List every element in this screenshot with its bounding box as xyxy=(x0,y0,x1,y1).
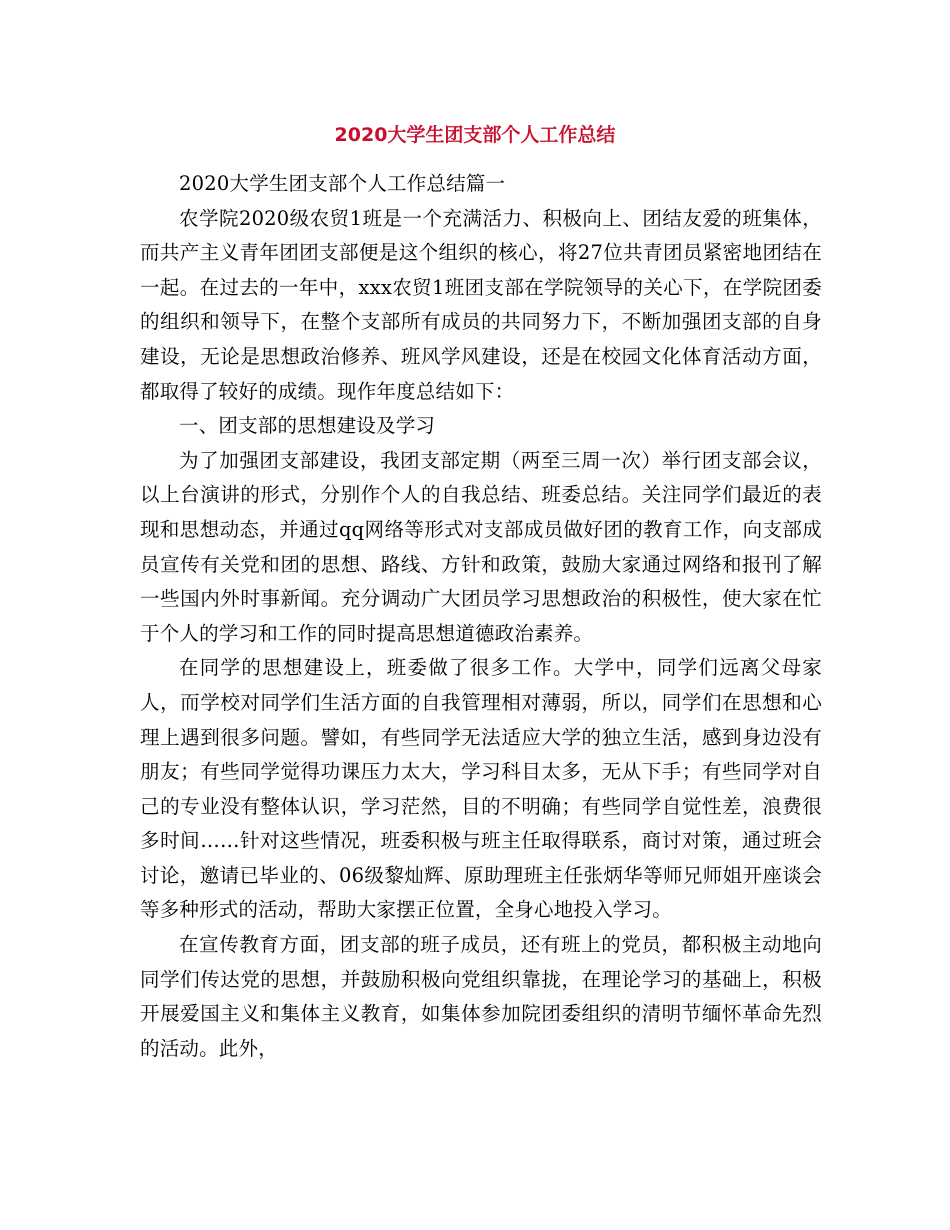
section-heading: 2020大学生团支部个人工作总结篇一 xyxy=(179,172,506,195)
paragraph: 在宣传教育方面，团支部的班子成员，还有班上的党员，都积极主动地向同学们传达党的思想，并鼓励积极向党组织靠拢，在理论学习的基础上，积极开展爱国主义和集体主义教育，如集体参加院团委组织的清明节缅怀革命先烈的活动。此外， xyxy=(140,933,822,1060)
paragraph: 在同学的思想建设上，班委做了很多工作。大学中，同学们远离父母家人，而学校对同学们生活方面的自我管理相对薄弱，所以，同学们在思想和心理上遇到很多问题。譬如，有些同学无法适应大学的独立生活，感到身边没有朋友；有些同学觉得功课压力太大，学习科目太多，无从下手；有些同学对自己的专业没有整体认识，学习茫然，目的不明确；有些同学自觉性差，浪费很多时间……针对这些情况，班委积极与班主任取得联系，商讨对策，通过班会讨论，邀请已毕业的、06级黎灿辉、原助理班主任张炳华等师兄师姐开座谈会等多种形式的活动，帮助大家摆正位置，全身心地投入学习。 xyxy=(140,656,822,922)
paragraph: 为了加强团支部建设，我团支部定期（两至三周一次）举行团支部会议，以上台演讲的形式，分别作个人的自我总结、班委总结。关注同学们最近的表现和思想动态，并通过qq网络等形式对支部成员做好团的教育工作，向支部成员宣传有关党和团的思想、路线、方针和政策，鼓励大家通过网络和报刊了解一些国内外时事新闻。充分调动广大团员学习思想政治的积极性，使大家在忙于个人的学习和工作的同时提高思想道德政治素养。 xyxy=(140,448,822,645)
section-heading: 一、团支部的思想建设及学习 xyxy=(179,414,436,438)
paragraph: 农学院2020级农贸1班是一个充满活力、积极向上、团结友爱的班集体，而共产主义青年团团支部便是这个组织的核心，将27位共青团员紧密地团结在一起。在过去的一年中，xxx农贸1班团支部在学院领导的关心下，在学院团委的组织和领导下，在整个支部所有成员的共同努力下，不断加强团支部的自身建设，无论是思想政治修养、班风学风建设，还是在校园文化体育活动方面，都取得了较好的成绩。现作年度总结如下： xyxy=(140,206,822,403)
document-body xyxy=(140,167,822,1066)
document-title: 2020大学生团支部个人工作总结 xyxy=(334,124,616,146)
